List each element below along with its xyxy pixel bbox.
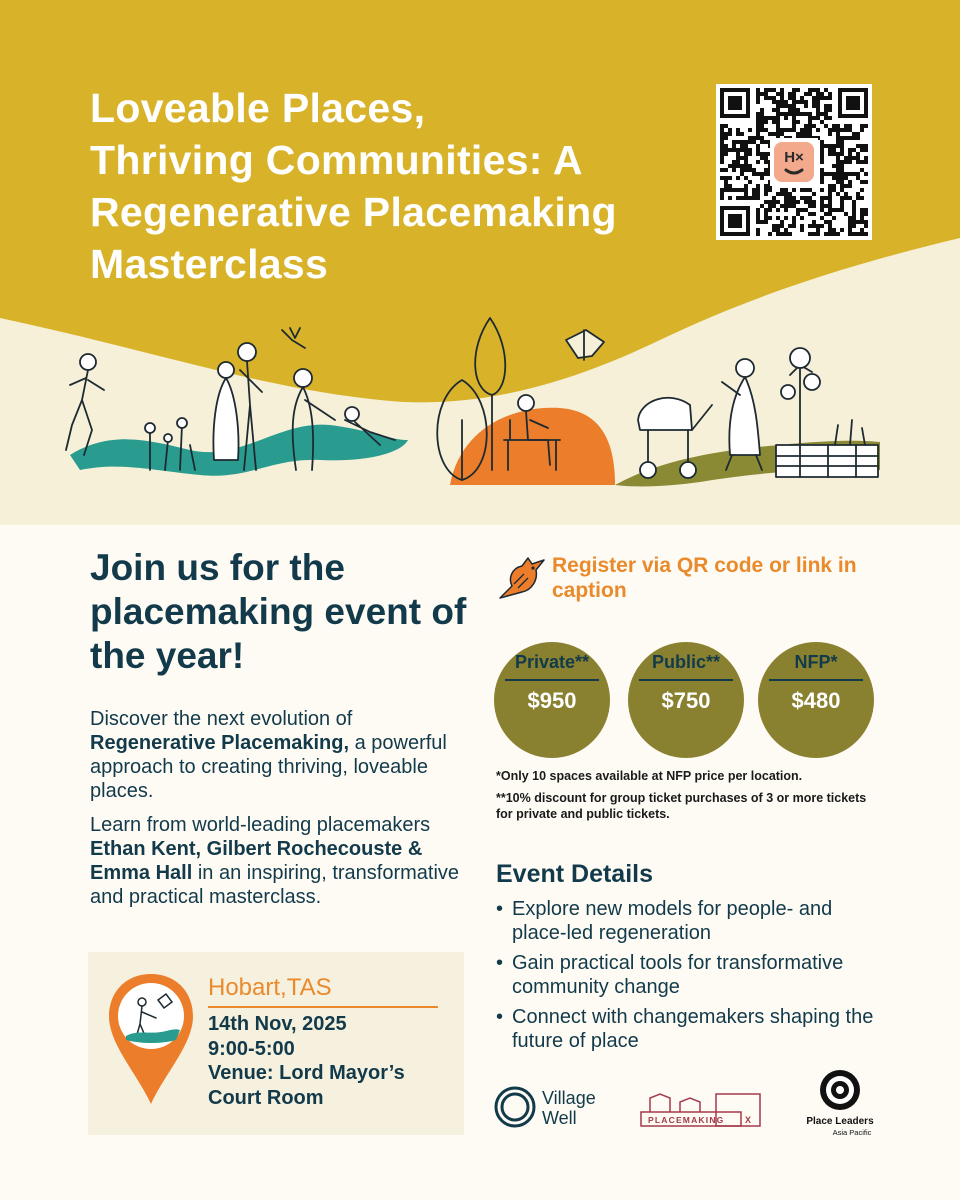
logo-text: X bbox=[745, 1115, 752, 1125]
list-item: • Gain practical tools for transformative community change bbox=[496, 951, 886, 999]
place-leaders-logo bbox=[800, 1066, 880, 1150]
registration-qr-code[interactable] bbox=[716, 84, 872, 240]
intro-heading: Join us for the placemaking event of the year! bbox=[90, 547, 467, 676]
qr-center-logo: H× bbox=[784, 149, 804, 166]
price-tier-label: Public** bbox=[651, 652, 721, 672]
village-well-logo bbox=[494, 1082, 624, 1132]
logo-text: Well bbox=[542, 1108, 577, 1128]
qr-code-pattern bbox=[716, 84, 872, 240]
title-line: Masterclass bbox=[90, 241, 329, 287]
list-item: • Connect with changemakers shaping the future of place bbox=[496, 1005, 886, 1053]
venue-card bbox=[88, 952, 464, 1135]
price-private bbox=[494, 642, 610, 758]
logo-text: Asia Pacific bbox=[832, 1128, 872, 1137]
placemaking-x-logo bbox=[640, 1090, 764, 1130]
price-notes bbox=[496, 768, 876, 828]
divider bbox=[505, 679, 599, 681]
intro-text-segment: Discover the next evolution of bbox=[90, 708, 353, 730]
intro-text-emphasis: Regenerative Placemaking, bbox=[90, 732, 350, 754]
logo-text: PLACEMAKING bbox=[648, 1115, 725, 1125]
register-callout[interactable]: Register via QR code or link in caption bbox=[552, 554, 857, 602]
intro-paragraph bbox=[90, 707, 470, 803]
price-amount: $750 bbox=[661, 688, 711, 713]
intro-text bbox=[90, 707, 470, 919]
price-tier-label: NFP* bbox=[794, 652, 838, 672]
divider bbox=[769, 679, 863, 681]
ticket-prices bbox=[494, 642, 874, 762]
speaker-names: Ethan Kent, Gilbert Rochecouste & Emma Hall bbox=[90, 838, 423, 884]
nfp-note: *Only 10 spaces available at NFP price per location. bbox=[496, 769, 803, 783]
title-line: Thriving Communities: A bbox=[90, 137, 583, 183]
page-title bbox=[90, 82, 710, 290]
venue-city: Hobart,TAS bbox=[208, 974, 332, 1001]
hero-banner bbox=[0, 0, 960, 525]
event-details-list bbox=[496, 897, 886, 1059]
price-amount: $480 bbox=[791, 688, 841, 713]
event-time: 9:00-5:00 bbox=[208, 1037, 295, 1060]
intro-text-segment: Learn from world-leading placemakers bbox=[90, 814, 431, 836]
intro-text-segment: a powerful approach to creating thriving, loveable places. bbox=[90, 732, 447, 802]
venue-name: Court Room bbox=[208, 1086, 324, 1109]
hummingbird-icon bbox=[494, 550, 550, 604]
community-illustration bbox=[0, 300, 960, 500]
title-line: Regenerative Placemaking bbox=[90, 189, 617, 235]
logo-text: Place Leaders bbox=[806, 1116, 874, 1127]
venue-name: Venue: Lord Mayor’s bbox=[208, 1062, 405, 1084]
event-date: 14th Nov, 2025 bbox=[208, 1013, 347, 1035]
group-discount-note: **10% discount for group ticket purchases of 3 or more tickets for private and public tickets. bbox=[496, 791, 867, 821]
event-details-heading: Event Details bbox=[496, 860, 654, 888]
venue-details bbox=[208, 1012, 448, 1110]
divider bbox=[639, 679, 733, 681]
title-line: Loveable Places, bbox=[90, 85, 426, 131]
intro-text-segment: in an inspiring, transformative and practical masterclass. bbox=[90, 862, 460, 908]
intro-paragraph bbox=[90, 813, 470, 909]
price-nfp bbox=[758, 642, 874, 758]
price-amount: $950 bbox=[527, 688, 577, 713]
price-public bbox=[628, 642, 744, 758]
list-item: • Explore new models for people- and place-led regeneration bbox=[496, 897, 886, 945]
divider bbox=[208, 1006, 438, 1008]
location-pin-icon bbox=[106, 972, 196, 1112]
price-tier-label: Private** bbox=[514, 652, 590, 672]
logo-text: Village bbox=[542, 1088, 596, 1108]
